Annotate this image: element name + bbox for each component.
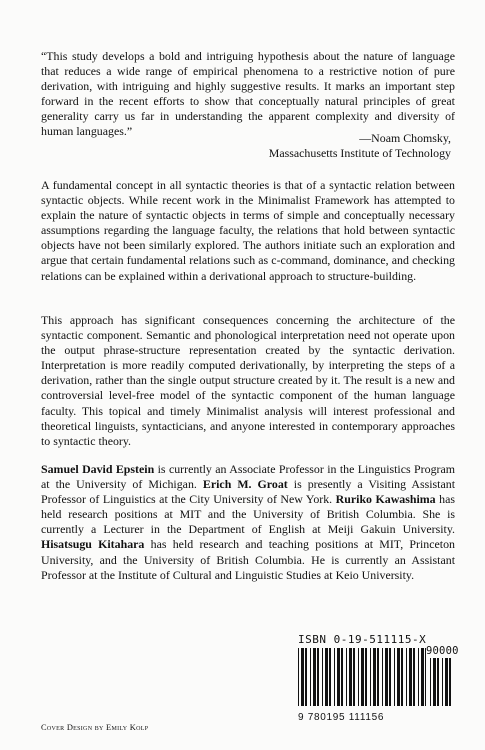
description-paragraph-1: A fundamental concept in all syntactic theories is that of a syntactic relation between syntactic objects. While recent work in the Minimalist Framework has attempted to explain the nature of syntactic objects in terms of simple and conceptually necessary assumptions regarding the language faculty, the relations that hold between syntactic objects have not been similarly explored. The authors initiate such an exploration and argue that certain fundamental relations such as c-command, dominance, and checking relations can be explained within a derivational approach to structure-building. [41,178,455,283]
isbn-label: ISBN 0-19-511115-X [298,633,427,646]
author-name: Ruriko Kawashima [335,492,436,507]
cover-design-credit: Cover Design by Emily Kolp [41,723,149,732]
blurb-quote: “This study develops a bold and intriguing hypothesis about the nature of language that reduces a wide range of empirical phenomena to a restrictive notion of pure derivation, with intriguing and highly suggestive results. It marks an important step forward in the recent efforts to show that conceptually natural principles of great generality carry us far in understanding the apparent complexity and diversity of human languages.” [41,49,455,139]
quote-author: —Noam Chomsky, [359,131,451,145]
author-bio-text: is presently a Visiting Assistant Professor of Linguistics at the City University of New York. [41,477,456,507]
quote-institution: Massachusetts Institute of Technology [268,146,451,160]
price-addon-number: 90000 [426,645,459,657]
description-paragraph-2: This approach has significant consequences concerning the architecture of the syntactic component. Semantic and phonological interpretation need not operate upon the output phrase-structure representation created by the syntactic derivation. Interpretation is more readily computed derivationally, by interpreting the steps of a derivation, rather than the single output structure created by it. The result is a new and controversial level-free model of the syntactic component of the human language faculty. This topical and timely Minimalist analysis will interest professional and theoretical linguists, syntacticians, and anyone interested in contemporary approaches to syntactic theory. [41,313,455,448]
author-bio-text: has held research and teaching positions at MIT, Princeton University, and the University of British Columbia. He is currently an Assistant Professor at the Institute of Cultural and Linguistic Studies at Keio University. [41,537,455,582]
addon-barcode-image [430,658,453,706]
barcode-image [298,648,426,706]
author-name: Samuel David Epstein [41,462,155,476]
author-name: Erich M. Groat [202,477,288,492]
author-bios [41,462,455,583]
ean-number: 9 780195 111156 [298,712,385,723]
author-bio-text: is currently an Associate Professor in the Linguistics Program at the University of Michigan. [41,462,455,492]
author-name: Hisatsugu Kitahara [41,537,145,552]
author-bio-text: has held research positions at MIT and the University of British Columbia. She is currently a Lecturer in the Department of English at Meiji Gakuin University. [41,492,455,537]
